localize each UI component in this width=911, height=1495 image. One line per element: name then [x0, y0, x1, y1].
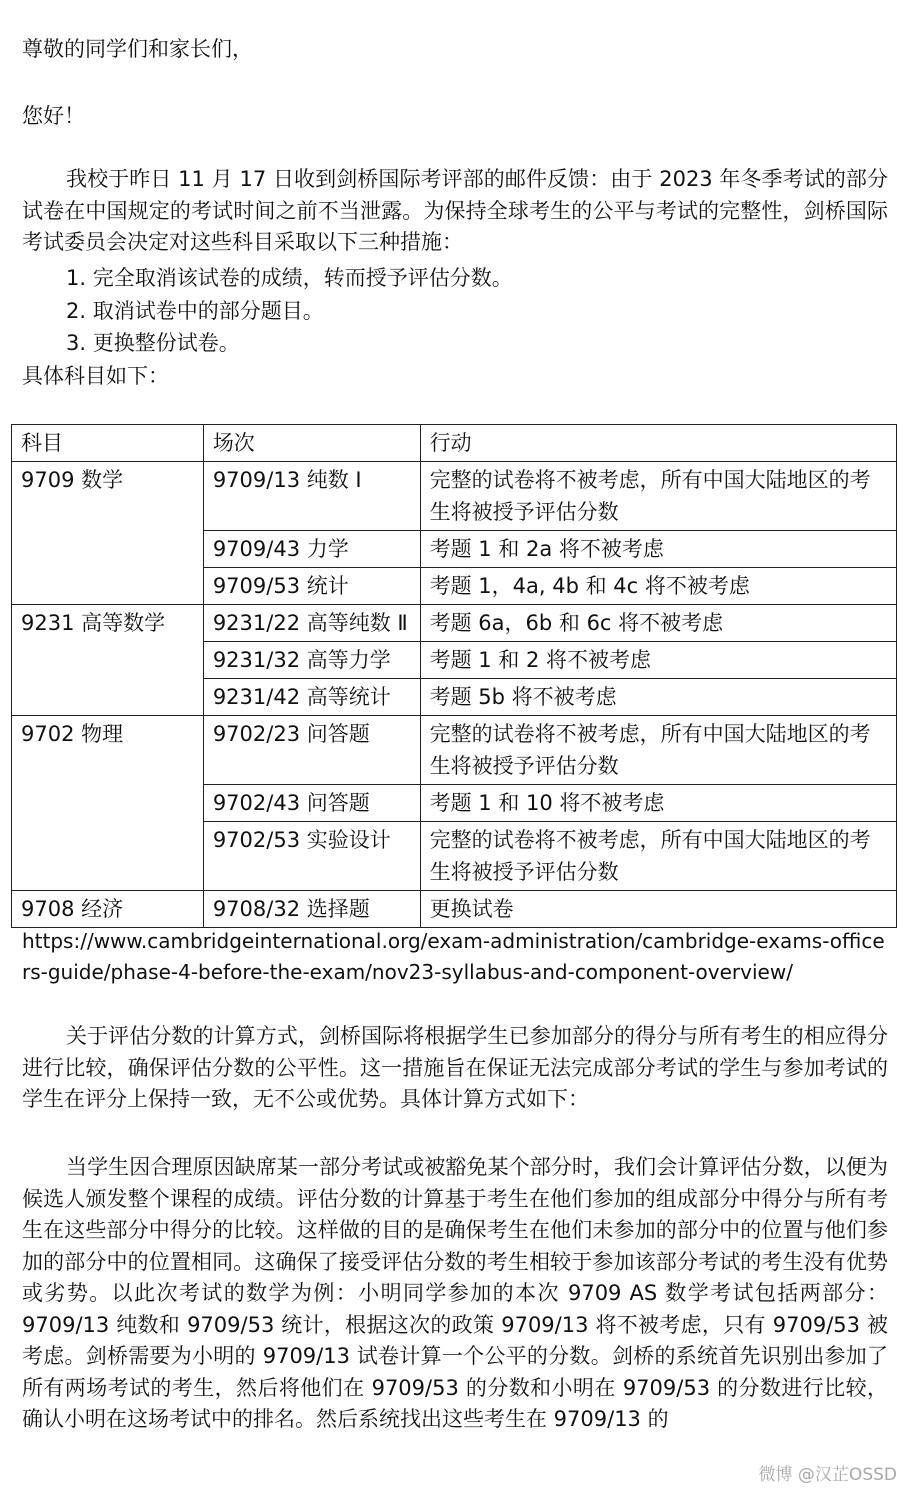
- session-cell: 9231/22 高等纯数 Ⅱ: [203, 605, 420, 642]
- assessment-paragraph: 关于评估分数的计算方式，剑桥国际将根据学生已参加部分的得分与所有考生的相应得分进行比较，确保评估分数的公平性。这一措施旨在保证无法完成部分考试的学生与参加考试的学生在评分上保持一致，无不公或优势。具体计算方式如下：: [22, 1024, 888, 1111]
- subject-cell: 9708 经济: [12, 891, 204, 928]
- header-subject: 科目: [12, 425, 204, 462]
- example-paragraph: 当学生因合理原因缺席某一部分考试或被豁免某个部分时，我们会计算评估分数，以便为候选人颁发整个课程的成绩。评估分数的计算基于考生在他们参加的组成部分中得分与所有考生在这些部分中得分的比较。这样做的目的是确保考生在他们未参加的部分中的位置与他们参加的部分中的位置相同。这确保了接受评估分数的考生相较于参加该部分考试的考生没有优势或劣势。以此次考试的数学为例：小明同学参加的本次 9709 AS 数学考试包括两部分：9709/13 纯数和 9709/53 统计，根据这次的政策 9709/13 将不被考虑，只有 9709/53 被考虑。剑桥需要为小明的 9709/13 试卷计算一个公平的分数。剑桥的系统首先识别出参加了所有两场考试的考生，然后将他们在 9709/53 的分数和小明在 9709/53 的分数进行比较，确认小明在这场考试中的排名。然后系统找出这些考生在 9709/13 的: [22, 1155, 888, 1431]
- subjects-table: [11, 424, 897, 928]
- measure-1: 1. 完全取消该试卷的成绩，转而授予评估分数。: [66, 266, 513, 290]
- session-cell: 9709/13 纯数 Ⅰ: [203, 462, 420, 531]
- measure-3: 3. 更换整份试卷。: [66, 331, 240, 355]
- hello-line: 您好！: [22, 104, 85, 128]
- session-cell: 9709/53 统计: [203, 568, 420, 605]
- intro-paragraph: 我校于昨日 11 月 17 日收到剑桥国际考评部的邮件反馈：由于 2023 年冬季考试的部分试卷在中国规定的考试时间之前不当泄露。为保持全球考生的公平与考试的完整性，剑桥国际考试委员会决定对这些科目采取以下三种措施：: [22, 167, 888, 254]
- header-session: 场次: [203, 425, 420, 462]
- source-url[interactable]: https://www.cambridgeinternational.org/exam-administration/cambridge-exams-officers-guide/phase-4-before-the-exam/nov23-syllabus-and-component-overview/: [22, 929, 885, 984]
- action-cell: 考题 1，4a, 4b 和 4c 将不被考虑: [420, 568, 896, 605]
- subject-cell: 9231 高等数学: [12, 605, 204, 716]
- session-cell: 9702/23 问答题: [203, 716, 420, 785]
- action-cell: 更换试卷: [420, 891, 896, 928]
- session-cell: 9231/32 高等力学: [203, 642, 420, 679]
- table-row: [12, 605, 897, 642]
- action-cell: 考题 1 和 2a 将不被考虑: [420, 531, 896, 568]
- action-cell: 考题 1 和 2 将不被考虑: [420, 642, 896, 679]
- session-cell: 9231/42 高等统计: [203, 679, 420, 716]
- table-row: [12, 462, 897, 531]
- action-cell: 完整的试卷将不被考虑，所有中国大陆地区的考生将被授予评估分数: [420, 822, 896, 891]
- table-header-row: [12, 425, 897, 462]
- session-cell: 9702/43 问答题: [203, 785, 420, 822]
- header-action: 行动: [420, 425, 896, 462]
- session-cell: 9708/32 选择题: [203, 891, 420, 928]
- action-cell: 考题 1 和 10 将不被考虑: [420, 785, 896, 822]
- table-row: [12, 716, 897, 785]
- session-cell: 9702/53 实验设计: [203, 822, 420, 891]
- subject-cell: 9702 物理: [12, 716, 204, 891]
- greeting: 尊敬的同学们和家长们，: [22, 37, 253, 61]
- subjects-intro: 具体科目如下：: [22, 364, 169, 388]
- action-cell: 完整的试卷将不被考虑，所有中国大陆地区的考生将被授予评估分数: [420, 462, 896, 531]
- action-cell: 考题 5b 将不被考虑: [420, 679, 896, 716]
- session-cell: 9709/43 力学: [203, 531, 420, 568]
- subject-cell: 9709 数学: [12, 462, 204, 605]
- watermark: 微博 @汉芷OSSD: [758, 1465, 897, 1485]
- measure-2: 2. 取消试卷中的部分题目。: [66, 299, 324, 323]
- table-row: [12, 891, 897, 928]
- action-cell: 考题 6a，6b 和 6c 将不被考虑: [420, 605, 896, 642]
- action-cell: 完整的试卷将不被考虑，所有中国大陆地区的考生将被授予评估分数: [420, 716, 896, 785]
